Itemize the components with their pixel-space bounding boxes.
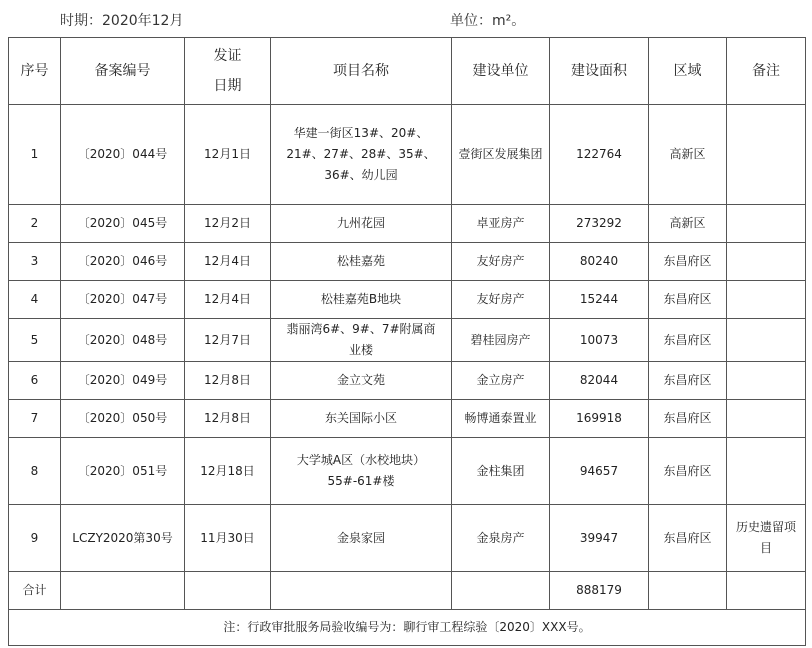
cell-code: 〔2020〕049号 <box>61 362 185 400</box>
cell-date: 12月8日 <box>185 400 271 438</box>
cell-date: 12月1日 <box>185 105 271 205</box>
col-header-remark: 备注 <box>727 38 806 105</box>
table-row <box>9 438 806 505</box>
cell-name: 东关国际小区 <box>271 400 452 438</box>
cell-name: 金泉家园 <box>271 505 452 572</box>
cell-remark <box>727 400 806 438</box>
table-row <box>9 505 806 572</box>
total-cell <box>61 572 185 610</box>
cell-builder: 金泉房产 <box>452 505 550 572</box>
table-row <box>9 105 806 205</box>
col-header-no: 序号 <box>9 38 61 105</box>
total-cell <box>185 572 271 610</box>
total-cell <box>727 572 806 610</box>
cell-builder: 友好房产 <box>452 281 550 319</box>
total-row <box>9 572 806 610</box>
cell-code: 〔2020〕051号 <box>61 438 185 505</box>
cell-builder: 友好房产 <box>452 243 550 281</box>
cell-region: 东昌府区 <box>649 438 727 505</box>
table-row <box>9 205 806 243</box>
cell-region: 东昌府区 <box>649 505 727 572</box>
total-cell <box>452 572 550 610</box>
cell-name: 大学城A区（水校地块）55#-61#楼 <box>271 438 452 505</box>
table-row <box>9 281 806 319</box>
cell-region: 东昌府区 <box>649 400 727 438</box>
cell-date: 12月4日 <box>185 243 271 281</box>
cell-name: 华建一街区13#、20#、21#、27#、28#、35#、36#、幼儿园 <box>271 105 452 205</box>
cell-builder: 碧桂园房产 <box>452 319 550 362</box>
cell-name: 金立文苑 <box>271 362 452 400</box>
cell-region: 东昌府区 <box>649 319 727 362</box>
cell-name: 翡丽湾6#、9#、7#附属商业楼 <box>271 319 452 362</box>
cell-name: 松桂嘉苑 <box>271 243 452 281</box>
table-row <box>9 400 806 438</box>
cell-area: 10073 <box>550 319 649 362</box>
cell-code: 〔2020〕044号 <box>61 105 185 205</box>
footnote: 注：行政审批服务局验收编号为：聊行审工程综验〔2020〕XXX号。 <box>9 610 806 646</box>
cell-no: 2 <box>9 205 61 243</box>
cell-date: 12月7日 <box>185 319 271 362</box>
cell-builder: 畅博通泰置业 <box>452 400 550 438</box>
cell-area: 80240 <box>550 243 649 281</box>
total-label: 合计 <box>9 572 61 610</box>
cell-date: 12月4日 <box>185 281 271 319</box>
cell-region: 东昌府区 <box>649 362 727 400</box>
col-header-name: 项目名称 <box>271 38 452 105</box>
cell-no: 5 <box>9 319 61 362</box>
cell-builder: 金柱集团 <box>452 438 550 505</box>
cell-code: 〔2020〕048号 <box>61 319 185 362</box>
cell-area: 39947 <box>550 505 649 572</box>
footnote-row <box>9 610 806 646</box>
cell-date: 11月30日 <box>185 505 271 572</box>
table-row <box>9 362 806 400</box>
cell-no: 1 <box>9 105 61 205</box>
cell-builder: 卓亚房产 <box>452 205 550 243</box>
total-cell <box>649 572 727 610</box>
cell-date: 12月8日 <box>185 362 271 400</box>
cell-remark <box>727 362 806 400</box>
cell-remark <box>727 438 806 505</box>
cell-name: 九州花园 <box>271 205 452 243</box>
cell-area: 82044 <box>550 362 649 400</box>
cell-region: 高新区 <box>649 105 727 205</box>
cell-no: 9 <box>9 505 61 572</box>
header-row <box>9 38 806 105</box>
cell-remark <box>727 105 806 205</box>
cell-region: 东昌府区 <box>649 281 727 319</box>
cell-area: 94657 <box>550 438 649 505</box>
cell-area: 15244 <box>550 281 649 319</box>
cell-remark <box>727 281 806 319</box>
col-header-code: 备案编号 <box>61 38 185 105</box>
cell-builder: 壹街区发展集团 <box>452 105 550 205</box>
cell-no: 8 <box>9 438 61 505</box>
filing-table <box>8 37 806 646</box>
cell-name: 松桂嘉苑B地块 <box>271 281 452 319</box>
cell-remark: 历史遗留项目 <box>727 505 806 572</box>
cell-remark <box>727 319 806 362</box>
cell-date: 12月18日 <box>185 438 271 505</box>
cell-no: 3 <box>9 243 61 281</box>
total-area: 888179 <box>550 572 649 610</box>
unit-label: 单位：m²。 <box>450 13 526 29</box>
total-cell <box>271 572 452 610</box>
period-label: 时期：2020年12月 <box>60 13 184 29</box>
cell-remark <box>727 205 806 243</box>
cell-date: 12月2日 <box>185 205 271 243</box>
cell-code: LCZY2020第30号 <box>61 505 185 572</box>
col-header-date: 发证日期 <box>185 38 271 105</box>
cell-no: 7 <box>9 400 61 438</box>
cell-region: 高新区 <box>649 205 727 243</box>
table-row <box>9 319 806 362</box>
cell-no: 4 <box>9 281 61 319</box>
col-header-region: 区域 <box>649 38 727 105</box>
cell-code: 〔2020〕046号 <box>61 243 185 281</box>
cell-code: 〔2020〕047号 <box>61 281 185 319</box>
cell-code: 〔2020〕050号 <box>61 400 185 438</box>
cell-area: 122764 <box>550 105 649 205</box>
cell-area: 273292 <box>550 205 649 243</box>
cell-region: 东昌府区 <box>649 243 727 281</box>
cell-code: 〔2020〕045号 <box>61 205 185 243</box>
cell-builder: 金立房产 <box>452 362 550 400</box>
table-row <box>9 243 806 281</box>
col-header-area: 建设面积 <box>550 38 649 105</box>
cell-no: 6 <box>9 362 61 400</box>
cell-remark <box>727 243 806 281</box>
cell-area: 169918 <box>550 400 649 438</box>
col-header-builder: 建设单位 <box>452 38 550 105</box>
